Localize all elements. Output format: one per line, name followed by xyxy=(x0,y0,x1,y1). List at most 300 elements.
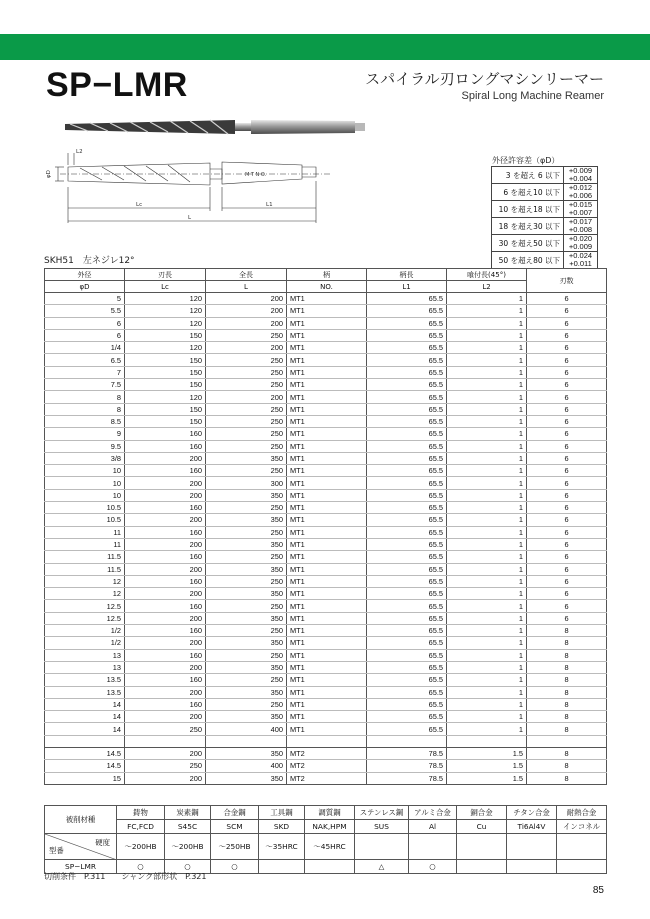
cell-overall-length: 250 xyxy=(206,526,287,538)
cell-flutes: 6 xyxy=(527,526,607,538)
header-shank: 柄 xyxy=(287,269,367,281)
header-sym-l2: L2 xyxy=(447,281,527,293)
cell-diameter: 11 xyxy=(45,538,125,550)
hardness-value: ～35HRC xyxy=(259,834,305,860)
cell-chamfer: 1 xyxy=(447,415,527,427)
cell-diameter: 12 xyxy=(45,575,125,587)
cell-flutes: 6 xyxy=(527,329,607,341)
table-row xyxy=(45,711,607,723)
cell-chamfer: 1 xyxy=(447,674,527,686)
table-row xyxy=(45,379,607,391)
header-band xyxy=(0,34,650,60)
hardness-value: ～200HB xyxy=(165,834,211,860)
cell-flute-length: 160 xyxy=(125,428,206,440)
table-row xyxy=(45,575,607,587)
cell-shank: MT1 xyxy=(287,637,367,649)
compat-mark xyxy=(507,860,557,874)
material-name: 炭素鋼 xyxy=(165,806,211,820)
l1-label: L1 xyxy=(266,202,273,208)
table-row xyxy=(45,612,607,624)
cell-shank-length: 65.5 xyxy=(367,588,447,600)
cell-overall-length: 250 xyxy=(206,600,287,612)
table-row xyxy=(45,649,607,661)
cell-flute-length: 250 xyxy=(125,760,206,772)
cell-shank-length: 65.5 xyxy=(367,686,447,698)
cell-shank: MT1 xyxy=(287,526,367,538)
cell-shank: MT1 xyxy=(287,723,367,735)
cell-shank xyxy=(287,735,367,747)
cell-chamfer: 1 xyxy=(447,317,527,329)
compat-mark: ○ xyxy=(211,860,259,874)
hardness-row xyxy=(45,834,607,860)
cell-flutes: 8 xyxy=(527,661,607,673)
table-row xyxy=(45,735,607,747)
table-row xyxy=(45,637,607,649)
cell-chamfer: 1 xyxy=(447,612,527,624)
cell-shank: MT1 xyxy=(287,440,367,452)
material-name: ステンレス鋼 xyxy=(355,806,409,820)
cell-overall-length: 350 xyxy=(206,538,287,550)
cell-flute-length: 150 xyxy=(125,354,206,366)
tolerance-upper: +0.020 xyxy=(568,234,593,243)
cell-chamfer: 1 xyxy=(447,538,527,550)
material-code: SCM xyxy=(211,820,259,834)
cell-overall-length: 250 xyxy=(206,366,287,378)
material-label: 被削材種 xyxy=(45,806,117,834)
model-name: SP−LMR xyxy=(45,860,117,874)
cell-diameter: 14 xyxy=(45,698,125,710)
cell-flute-length: 160 xyxy=(125,649,206,661)
table-row xyxy=(45,514,607,526)
cell-flutes: 6 xyxy=(527,440,607,452)
table-row xyxy=(45,625,607,637)
tolerance-lower: +0.004 xyxy=(568,174,593,183)
cell-overall-length: 250 xyxy=(206,415,287,427)
cell-shank-length: 65.5 xyxy=(367,526,447,538)
cell-overall-length: 250 xyxy=(206,551,287,563)
cell-shank: MT1 xyxy=(287,588,367,600)
material-code: SKD xyxy=(259,820,305,834)
tolerance-upper: +0.012 xyxy=(568,183,593,192)
tolerance-table xyxy=(491,166,598,269)
cell-chamfer: 1 xyxy=(447,465,527,477)
cell-overall-length: 350 xyxy=(206,489,287,501)
cell-flute-length: 150 xyxy=(125,329,206,341)
cell-shank: MT1 xyxy=(287,698,367,710)
cell-flutes: 6 xyxy=(527,551,607,563)
cell-flutes: 6 xyxy=(527,502,607,514)
cell-shank: MT1 xyxy=(287,514,367,526)
cell-overall-length: 400 xyxy=(206,723,287,735)
cell-chamfer: 1 xyxy=(447,711,527,723)
cell-shank: MT1 xyxy=(287,612,367,624)
cell-shank-length: 65.5 xyxy=(367,514,447,526)
cell-shank-length: 65.5 xyxy=(367,329,447,341)
cell-shank: MT1 xyxy=(287,674,367,686)
cell-overall-length: 250 xyxy=(206,674,287,686)
cell-chamfer: 1 xyxy=(447,625,527,637)
table-row xyxy=(45,354,607,366)
cell-diameter: 1/2 xyxy=(45,625,125,637)
header-outer-diameter: 外径 xyxy=(45,269,125,281)
table-row xyxy=(45,293,607,305)
cell-flute-length: 200 xyxy=(125,661,206,673)
tolerance-range: 6 を超え10 以下 xyxy=(492,184,564,201)
header-sym-lc: Lc xyxy=(125,281,206,293)
table-row xyxy=(45,502,607,514)
tolerance-range: 30 を超え50 以下 xyxy=(492,235,564,252)
cell-flutes: 6 xyxy=(527,465,607,477)
table-row xyxy=(45,674,607,686)
cell-shank-length: 65.5 xyxy=(367,317,447,329)
material-code: インコネル xyxy=(557,820,607,834)
cell-chamfer: 1 xyxy=(447,293,527,305)
cell-chamfer: 1 xyxy=(447,588,527,600)
mt-label: M T N O. xyxy=(245,172,267,178)
cell-chamfer: 1 xyxy=(447,600,527,612)
cell-shank-length: 65.5 xyxy=(367,489,447,501)
tolerance-lower: +0.006 xyxy=(568,191,593,200)
cell-flutes: 6 xyxy=(527,563,607,575)
cell-diameter: 1/4 xyxy=(45,342,125,354)
tolerance-lower: +0.008 xyxy=(568,225,593,234)
cell-chamfer: 1.5 xyxy=(447,760,527,772)
cell-chamfer: 1 xyxy=(447,452,527,464)
cell-shank: MT2 xyxy=(287,760,367,772)
l2-label: L2 xyxy=(76,149,83,155)
cell-shank-length: 65.5 xyxy=(367,538,447,550)
cell-flutes: 6 xyxy=(527,514,607,526)
header-overall-length: 全長 xyxy=(206,269,287,281)
cell-flute-length: 160 xyxy=(125,502,206,514)
table-row xyxy=(45,317,607,329)
cell-shank-length: 65.5 xyxy=(367,354,447,366)
cell-overall-length: 250 xyxy=(206,649,287,661)
cell-diameter: 12.5 xyxy=(45,612,125,624)
material-name: アルミ合金 xyxy=(409,806,457,820)
cell-shank: MT2 xyxy=(287,747,367,759)
cell-overall-length: 350 xyxy=(206,514,287,526)
material-code: Cu xyxy=(457,820,507,834)
material-name: 鋳物 xyxy=(117,806,165,820)
table-row xyxy=(45,403,607,415)
cell-flutes: 8 xyxy=(527,649,607,661)
cell-diameter: 9 xyxy=(45,428,125,440)
cell-shank: MT1 xyxy=(287,600,367,612)
table-row xyxy=(45,391,607,403)
material-code: SUS xyxy=(355,820,409,834)
cell-diameter: 14.5 xyxy=(45,747,125,759)
cell-overall-length: 300 xyxy=(206,477,287,489)
cell-flute-length: 200 xyxy=(125,563,206,575)
cell-shank-length: 65.5 xyxy=(367,502,447,514)
product-title-ja: スパイラル刃ロングマシンリーマー xyxy=(365,70,604,88)
cell-flutes: 8 xyxy=(527,760,607,772)
cell-shank-length: 65.5 xyxy=(367,637,447,649)
table-row xyxy=(45,588,607,600)
cell-diameter: 8 xyxy=(45,403,125,415)
tolerance-lower: +0.011 xyxy=(569,259,592,268)
header-flute-length: 刃長 xyxy=(125,269,206,281)
cell-shank: MT1 xyxy=(287,575,367,587)
cell-chamfer: 1 xyxy=(447,661,527,673)
cell-flutes: 6 xyxy=(527,317,607,329)
cell-chamfer: 1 xyxy=(447,514,527,526)
cell-diameter: 13.5 xyxy=(45,674,125,686)
phi-d-label: φD xyxy=(46,170,52,178)
cell-overall-length: 250 xyxy=(206,428,287,440)
cell-chamfer: 1 xyxy=(447,526,527,538)
cell-flute-length: 200 xyxy=(125,686,206,698)
material-name: 銅合金 xyxy=(457,806,507,820)
cell-shank: MT1 xyxy=(287,489,367,501)
cell-overall-length: 350 xyxy=(206,563,287,575)
cell-chamfer: 1 xyxy=(447,354,527,366)
cell-flutes: 6 xyxy=(527,612,607,624)
cell-flute-length: 150 xyxy=(125,403,206,415)
table-row xyxy=(45,440,607,452)
cell-shank-length: 65.5 xyxy=(367,661,447,673)
cell-diameter: 14.5 xyxy=(45,760,125,772)
hardness-value xyxy=(507,834,557,860)
cell-flutes: 8 xyxy=(527,747,607,759)
hardness-value: ～45HRC xyxy=(305,834,355,860)
header-sym-l1: L1 xyxy=(367,281,447,293)
cell-shank-length: 65.5 xyxy=(367,575,447,587)
hardness-value xyxy=(457,834,507,860)
cell-flute-length: 200 xyxy=(125,489,206,501)
cell-diameter: 13 xyxy=(45,649,125,661)
table-row xyxy=(45,415,607,427)
hardness-value: ～250HB xyxy=(211,834,259,860)
cell-flutes: 6 xyxy=(527,588,607,600)
cell-flute-length: 160 xyxy=(125,526,206,538)
material-name: 調質鋼 xyxy=(305,806,355,820)
cell-flutes: 6 xyxy=(527,428,607,440)
cell-shank-length: 65.5 xyxy=(367,440,447,452)
cell-shank-length: 78.5 xyxy=(367,772,447,784)
cell-flutes xyxy=(527,735,607,747)
table-row xyxy=(45,698,607,710)
material-code: FC,FCD xyxy=(117,820,165,834)
cell-shank-length: 65.5 xyxy=(367,415,447,427)
cell-overall-length: 200 xyxy=(206,317,287,329)
cell-flute-length: 150 xyxy=(125,415,206,427)
tolerance-title: 外径許容差（φD） xyxy=(492,156,560,165)
cell-overall-length: 250 xyxy=(206,465,287,477)
cell-flutes: 6 xyxy=(527,379,607,391)
cell-overall-length: 200 xyxy=(206,391,287,403)
cell-diameter: 9.5 xyxy=(45,440,125,452)
hardness-value xyxy=(409,834,457,860)
cell-flute-length: 120 xyxy=(125,293,206,305)
cell-chamfer: 1 xyxy=(447,305,527,317)
cell-shank-length: 65.5 xyxy=(367,711,447,723)
cell-chamfer: 1 xyxy=(447,379,527,391)
cell-shank: MT1 xyxy=(287,661,367,673)
cell-flute-length: 250 xyxy=(125,723,206,735)
cell-diameter: 7.5 xyxy=(45,379,125,391)
tolerance-row xyxy=(492,167,598,184)
material-names-row xyxy=(45,806,607,820)
cell-overall-length: 350 xyxy=(206,661,287,673)
cell-flute-length: 160 xyxy=(125,465,206,477)
cell-diameter: 11.5 xyxy=(45,551,125,563)
compat-mark: ○ xyxy=(117,860,165,874)
cell-flutes: 6 xyxy=(527,600,607,612)
cell-flute-length: 200 xyxy=(125,588,206,600)
cell-flute-length: 160 xyxy=(125,551,206,563)
cell-shank-length: 65.5 xyxy=(367,465,447,477)
cell-flute-length: 200 xyxy=(125,711,206,723)
cell-overall-length: 350 xyxy=(206,637,287,649)
tolerance-range: 10 を超え18 以下 xyxy=(492,201,564,218)
cell-diameter: 7 xyxy=(45,366,125,378)
reamer-illustration xyxy=(60,112,380,142)
cell-diameter: 15 xyxy=(45,772,125,784)
product-title-en: Spiral Long Machine Reamer xyxy=(461,90,604,102)
cell-overall-length: 250 xyxy=(206,625,287,637)
dimension-diagram xyxy=(40,145,370,230)
cell-chamfer: 1 xyxy=(447,366,527,378)
material-spec: SKH51 左ネジレ12° xyxy=(44,256,135,266)
cell-flute-length: 120 xyxy=(125,305,206,317)
cell-chamfer: 1 xyxy=(447,563,527,575)
compat-mark: △ xyxy=(355,860,409,874)
tolerance-upper: +0.024 xyxy=(568,251,593,260)
cell-shank-length: 65.5 xyxy=(367,563,447,575)
cell-shank-length: 65.5 xyxy=(367,551,447,563)
cell-shank-length: 78.5 xyxy=(367,747,447,759)
compat-mark xyxy=(259,860,305,874)
tolerance-value xyxy=(564,184,598,201)
cell-flute-length: 160 xyxy=(125,698,206,710)
cell-overall-length: 250 xyxy=(206,440,287,452)
cell-shank: MT1 xyxy=(287,293,367,305)
cell-overall-length: 350 xyxy=(206,686,287,698)
compat-mark: ○ xyxy=(165,860,211,874)
cell-flutes: 6 xyxy=(527,575,607,587)
tolerance-row xyxy=(492,218,598,235)
cell-diameter: 12.5 xyxy=(45,600,125,612)
cell-flutes: 8 xyxy=(527,711,607,723)
cell-shank: MT1 xyxy=(287,625,367,637)
header-sym-l: L xyxy=(206,281,287,293)
cell-shank: MT1 xyxy=(287,415,367,427)
cell-chamfer: 1 xyxy=(447,686,527,698)
hardness-model-label xyxy=(45,834,117,860)
cell-shank: MT1 xyxy=(287,354,367,366)
cell-diameter: 1/2 xyxy=(45,637,125,649)
cell-diameter: 13.5 xyxy=(45,686,125,698)
table-row xyxy=(45,489,607,501)
cell-shank-length: 65.5 xyxy=(367,477,447,489)
cell-shank-length: 65.5 xyxy=(367,293,447,305)
table-row xyxy=(45,760,607,772)
model-label: 型番 xyxy=(49,846,64,855)
cell-shank-length: 65.5 xyxy=(367,674,447,686)
tolerance-upper: +0.017 xyxy=(568,217,593,226)
header-shank-length: 柄長 xyxy=(367,269,447,281)
table-row xyxy=(45,526,607,538)
tolerance-lower: +0.007 xyxy=(568,208,593,217)
cell-diameter: 10 xyxy=(45,489,125,501)
cell-shank: MT1 xyxy=(287,391,367,403)
cell-flutes: 6 xyxy=(527,489,607,501)
cell-flutes: 8 xyxy=(527,772,607,784)
cell-overall-length: 250 xyxy=(206,354,287,366)
hardness-value xyxy=(557,834,607,860)
tolerance-value xyxy=(564,167,598,184)
cell-flute-length: 160 xyxy=(125,625,206,637)
table-row xyxy=(45,772,607,784)
header-flutes: 刃数 xyxy=(527,269,607,293)
cell-shank-length: 65.5 xyxy=(367,723,447,735)
tolerance-row xyxy=(492,201,598,218)
cell-overall-length: 350 xyxy=(206,612,287,624)
cell-shank: MT1 xyxy=(287,403,367,415)
cell-flute-length: 200 xyxy=(125,747,206,759)
cell-overall-length: 250 xyxy=(206,502,287,514)
cell-overall-length: 200 xyxy=(206,305,287,317)
cell-flutes: 6 xyxy=(527,293,607,305)
cell-flute-length: 160 xyxy=(125,674,206,686)
cell-overall-length: 350 xyxy=(206,772,287,784)
model-code: SP−LMR xyxy=(46,66,188,104)
tolerance-upper: +0.009 xyxy=(568,166,593,175)
material-name: 耐熱合金 xyxy=(557,806,607,820)
cell-flutes: 8 xyxy=(527,723,607,735)
cell-flute-length: 160 xyxy=(125,440,206,452)
header-chamfer-length: 喰付長(45°) xyxy=(447,269,527,281)
tolerance-value xyxy=(564,252,598,269)
cell-shank: MT1 xyxy=(287,366,367,378)
cell-diameter: 13 xyxy=(45,661,125,673)
material-code: Ti6Al4V xyxy=(507,820,557,834)
cell-flutes: 6 xyxy=(527,366,607,378)
cell-diameter: 10.5 xyxy=(45,502,125,514)
cell-flute-length: 200 xyxy=(125,772,206,784)
cell-flutes: 8 xyxy=(527,625,607,637)
cell-overall-length: 200 xyxy=(206,293,287,305)
lc-label: Lc xyxy=(136,202,143,208)
table-row xyxy=(45,686,607,698)
cell-overall-length xyxy=(206,735,287,747)
cell-overall-length: 200 xyxy=(206,342,287,354)
compat-mark: ○ xyxy=(409,860,457,874)
cell-overall-length: 250 xyxy=(206,698,287,710)
cell-shank-length xyxy=(367,735,447,747)
cell-shank: MT1 xyxy=(287,379,367,391)
cell-diameter: 10 xyxy=(45,465,125,477)
cell-diameter: 6.5 xyxy=(45,354,125,366)
tolerance-range: 18 を超え30 以下 xyxy=(492,218,564,235)
tolerance-row xyxy=(492,252,598,269)
cell-flute-length xyxy=(125,735,206,747)
table-row xyxy=(45,366,607,378)
cell-chamfer: 1 xyxy=(447,440,527,452)
cell-chamfer: 1.5 xyxy=(447,772,527,784)
cell-shank-length: 78.5 xyxy=(367,760,447,772)
cell-flute-length: 160 xyxy=(125,600,206,612)
cell-chamfer: 1 xyxy=(447,391,527,403)
cell-shank: MT1 xyxy=(287,305,367,317)
cell-shank-length: 65.5 xyxy=(367,391,447,403)
cell-flute-length: 200 xyxy=(125,514,206,526)
cell-flutes: 6 xyxy=(527,391,607,403)
table-row xyxy=(45,428,607,440)
cell-flute-length: 120 xyxy=(125,342,206,354)
